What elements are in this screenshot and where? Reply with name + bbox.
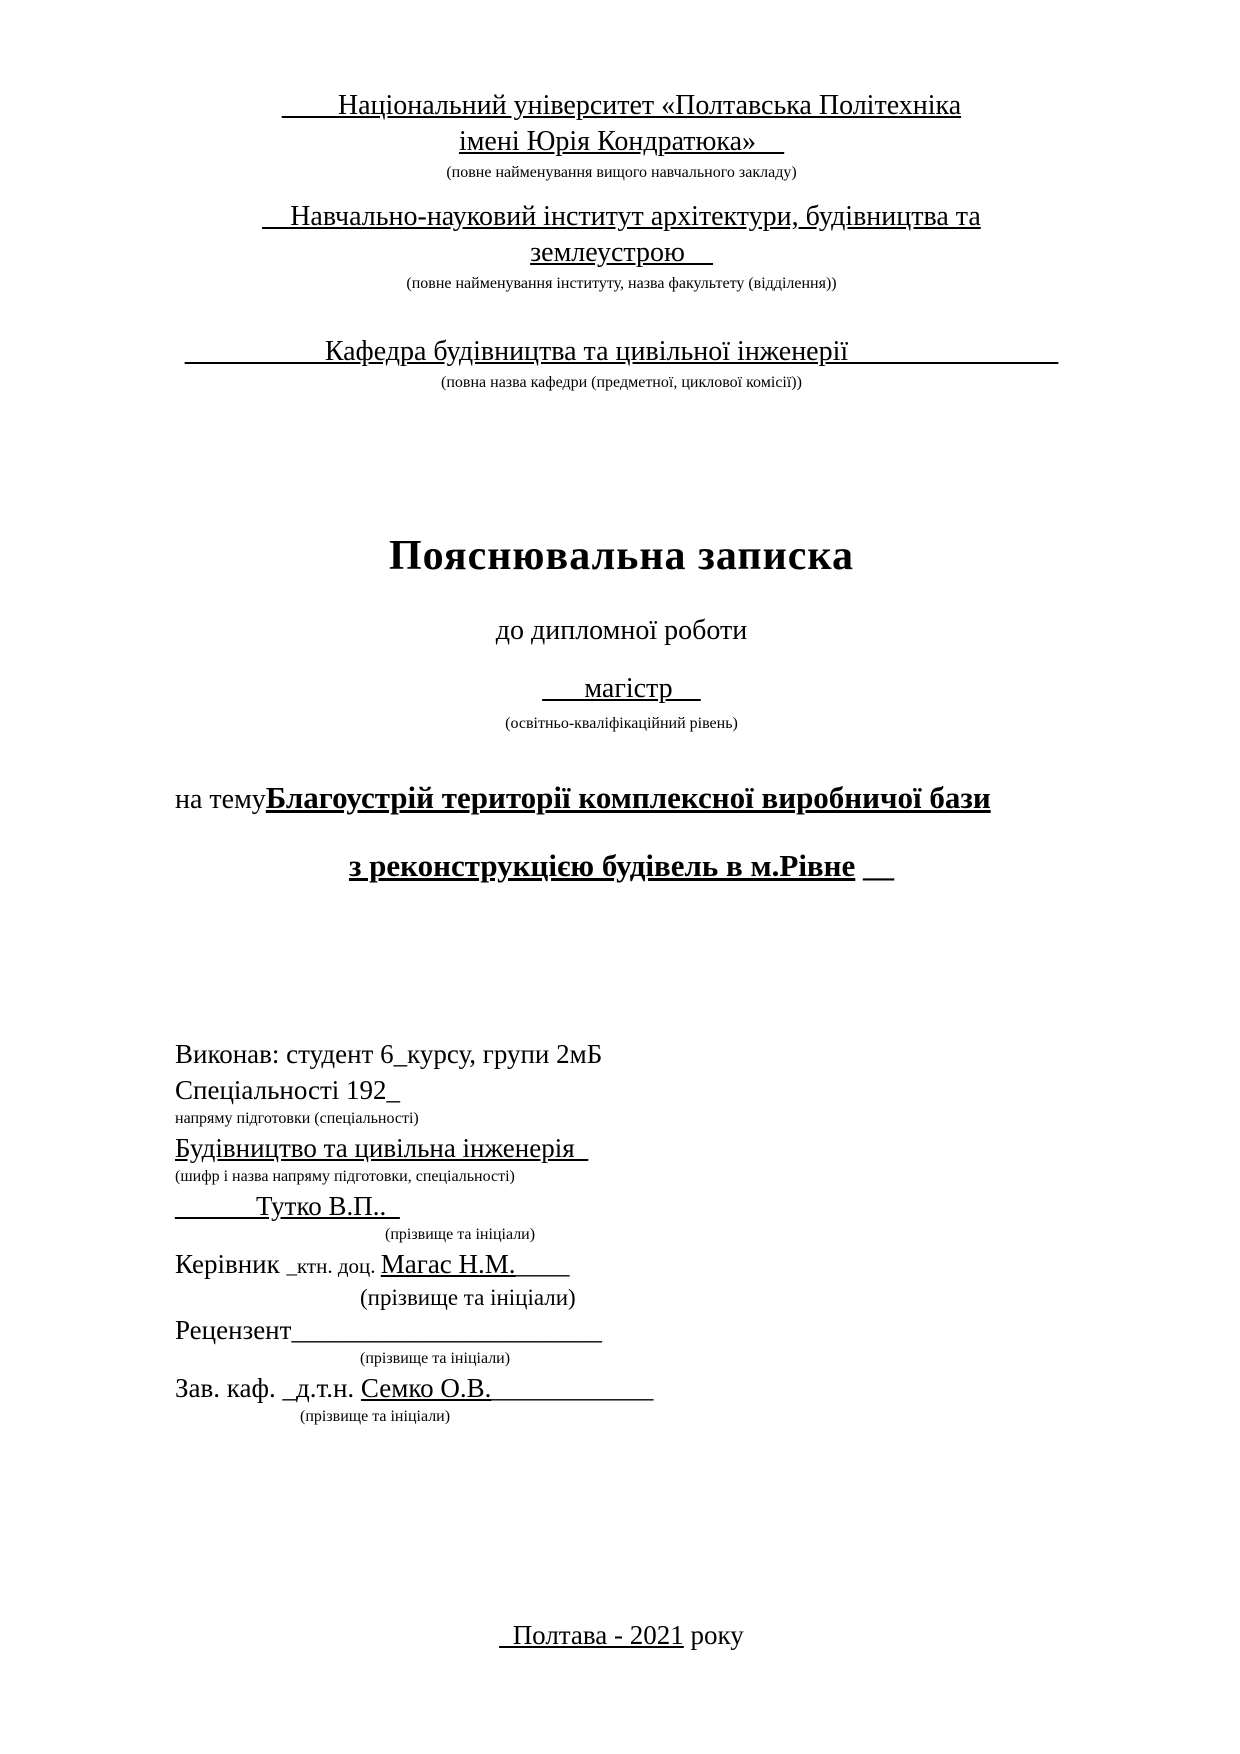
department-head-line xyxy=(175,1370,1068,1406)
department-caption: (повна назва кафедри (предметної, циклової комісії)) xyxy=(441,374,802,391)
university-name-text-1: ____Національний університет «Полтавська Політехніка xyxy=(281,90,962,121)
institute-caption: (повне найменування інституту, назва факультету (відділення)) xyxy=(406,275,837,292)
specialty-name-line xyxy=(175,1130,1068,1166)
supervisor-caption: (прізвище та ініціали) xyxy=(360,1285,576,1310)
university-name-line-2 xyxy=(175,124,1068,160)
footer-city-year: _Полтава - 2021 xyxy=(499,1620,684,1650)
reviewer-underscores: _______________________ xyxy=(291,1315,602,1345)
performed-by-line: Виконав: студент 6_курсу, групи 2мБ xyxy=(175,1039,603,1069)
department-head-name: Семко О.В. xyxy=(360,1373,492,1403)
author-block xyxy=(175,1036,1068,1428)
topic-line-2 xyxy=(175,844,1068,890)
degree-level-line xyxy=(175,671,1068,707)
department-head-caption: (прізвище та ініціали) xyxy=(300,1408,451,1425)
supervisor-degree: _ктн. доц. xyxy=(286,1254,381,1278)
topic-line-1 xyxy=(175,776,1068,822)
footer-city-year-line xyxy=(175,1618,1068,1652)
department-name-line xyxy=(175,334,1068,370)
document-subtitle: до дипломної роботи xyxy=(495,615,748,646)
degree-level-text: ___магістр__ xyxy=(542,673,701,704)
department-name-text: __________Кафедра будівництва та цивільної інженерії_______________ xyxy=(184,336,1059,367)
university-caption: (повне найменування вищого навчального закладу) xyxy=(446,164,797,181)
supervisor-label: Керівник xyxy=(175,1249,287,1279)
department-block xyxy=(175,334,1068,393)
supervisor-underscores: ____ xyxy=(515,1249,570,1279)
degree-level-caption: (освітньо-кваліфікаційний рівень) xyxy=(505,715,738,732)
department-head-degree: _д.т.н. xyxy=(282,1373,361,1403)
institute-name-line xyxy=(175,199,1068,271)
student-name-line xyxy=(175,1188,1068,1224)
document-title: Пояснювальна записка xyxy=(389,533,854,579)
topic-title-part-1: Благоустрій території комплексної виробничої бази xyxy=(265,780,991,815)
specialty-line: Спеціальності 192_ xyxy=(175,1075,401,1105)
reviewer-line xyxy=(175,1312,1068,1348)
supervisor-line xyxy=(175,1246,1068,1284)
topic-block xyxy=(175,776,1068,890)
specialty-name-text: Будівництво та цивільна інженерія_ xyxy=(175,1133,589,1163)
supervisor-name: Магас Н.М. xyxy=(380,1249,516,1279)
topic-prefix: на тему xyxy=(175,784,266,815)
footer-year-suffix: року xyxy=(683,1620,744,1650)
university-block xyxy=(175,88,1068,183)
institute-block xyxy=(175,199,1068,294)
department-head-underscores: ____________ xyxy=(491,1373,654,1403)
university-name-text-2: імені Юрія Кондратюка»__ xyxy=(458,126,785,157)
topic-title-part-2: з реконструкцією будівель в м.Рівне xyxy=(348,848,856,883)
university-name-line-1 xyxy=(175,88,1068,124)
institute-name-text: __Навчально-науковий інститут архітектури, будівництва та землеустрою__ xyxy=(262,201,981,268)
student-name-caption: (прізвище та ініціали) xyxy=(385,1226,536,1243)
student-name-text: ______Тутко В.П.._ xyxy=(175,1191,400,1221)
department-head-label: Зав. каф. xyxy=(175,1373,283,1403)
reviewer-label: Рецензент xyxy=(175,1315,292,1345)
specialty-name-caption: (шифр і назва напряму підготовки, спеціальності) xyxy=(175,1168,515,1185)
topic-title-suffix: __ xyxy=(855,848,895,883)
reviewer-caption: (прізвище та ініціали) xyxy=(360,1350,511,1367)
specialty-caption: напряму підготовки (спеціальності) xyxy=(175,1110,419,1127)
